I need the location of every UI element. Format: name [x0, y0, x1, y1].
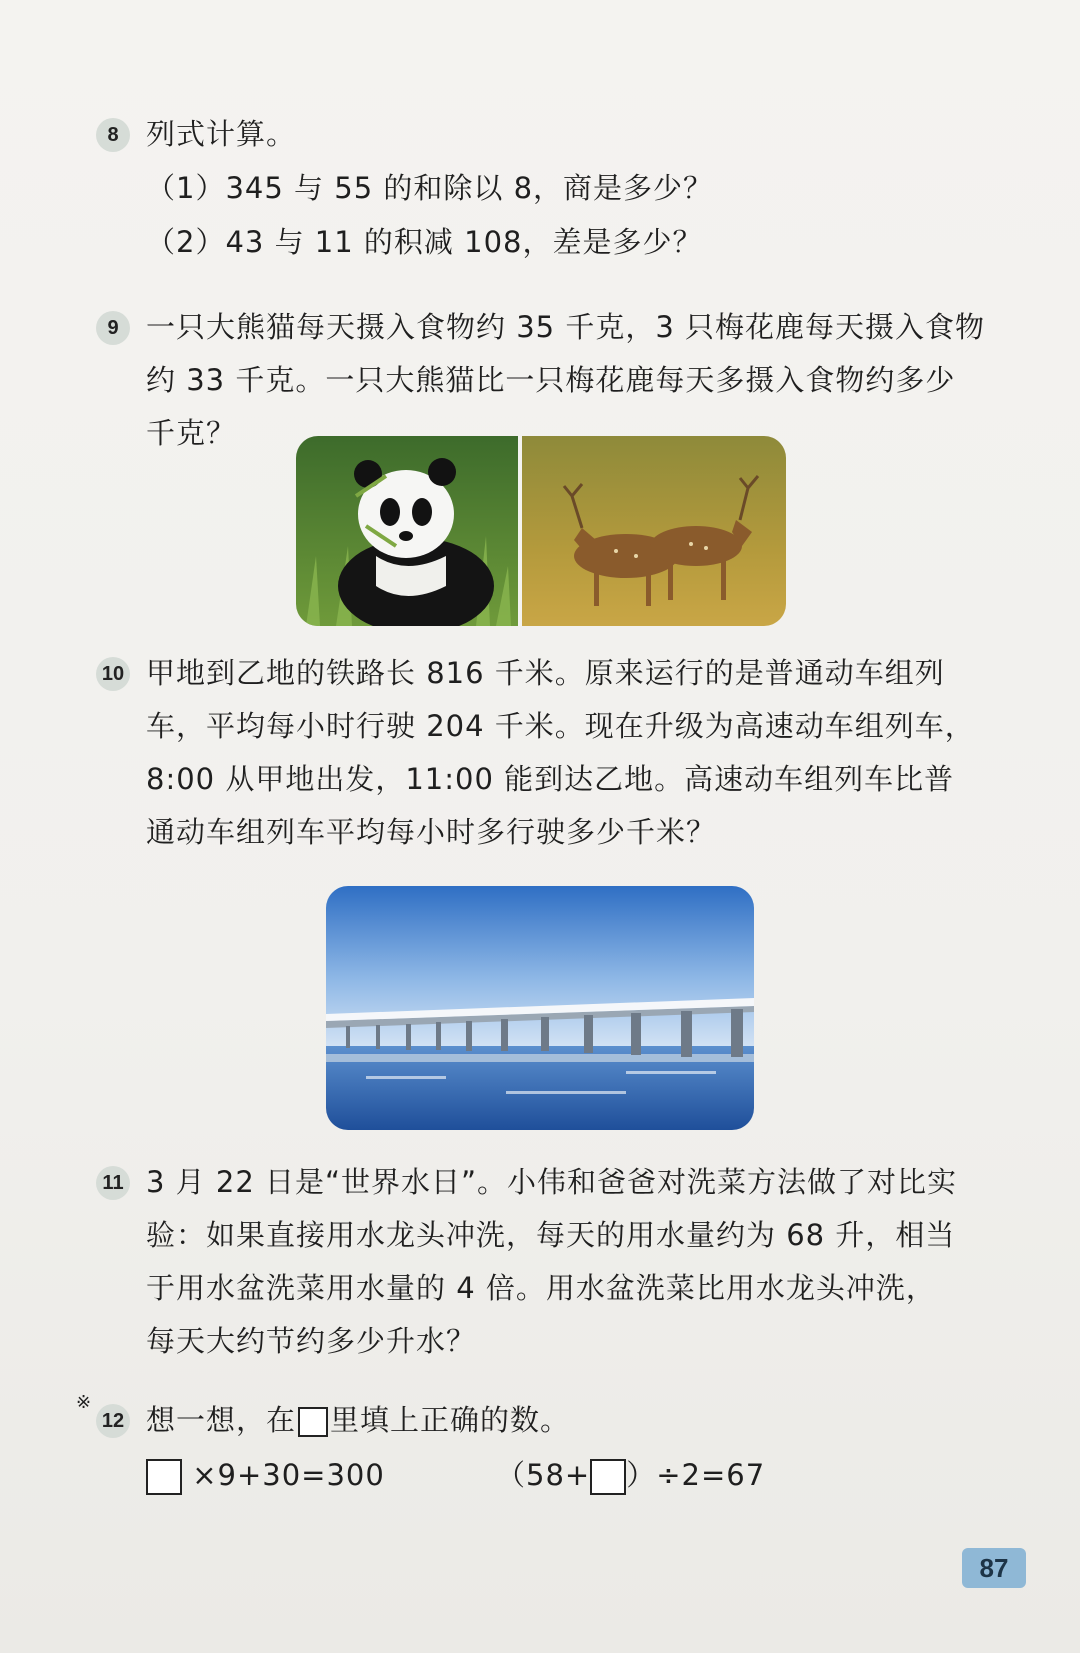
problem-11-number: 11 — [96, 1166, 130, 1200]
problem-10-line-4: 通动车组列车平均每小时多行驶多少千米？ — [146, 815, 717, 849]
equation-2-answer-box[interactable] — [590, 1459, 626, 1495]
equation-2-text-after: ）÷2=67 — [626, 1458, 766, 1492]
problem-9-line-2: 约 33 千克。一只大熊猫比一只梅花鹿每天多摄入食物约多少 — [146, 363, 956, 397]
problem-10-number: 10 — [96, 657, 130, 691]
problem-12-equation-2 — [496, 1455, 765, 1495]
problem-11-line-2: 验：如果直接用水龙头冲洗，每天的用水量约为 68 升，相当 — [146, 1218, 956, 1252]
equation-1-answer-box[interactable] — [146, 1459, 182, 1495]
problem-11-line-3: 于用水盆洗菜用水量的 4 倍。用水盆洗菜比用水龙头冲洗， — [146, 1271, 936, 1305]
problem-9-number: 9 — [96, 311, 130, 345]
optional-marker: ※ — [76, 1392, 92, 1413]
problem-8-line-3: （2）43 与 11 的积减 108，差是多少？ — [146, 225, 703, 259]
problem-11-line-4: 每天大约节约多少升水？ — [146, 1324, 477, 1358]
answer-box-sample — [298, 1407, 328, 1437]
problem-9-line-1: 一只大熊猫每天摄入食物约 35 千克，3 只梅花鹿每天摄入食物 — [146, 310, 986, 344]
high-speed-train-bridge-photo — [326, 886, 754, 1130]
equation-2-text-before: （58+ — [496, 1458, 591, 1492]
panda-deer-illustration — [296, 436, 786, 626]
problem-12-equation-1 — [146, 1455, 385, 1495]
problem-8-line-1: 列式计算。 — [146, 117, 297, 151]
problem-8-line-2: （1）345 与 55 的和除以 8，商是多少？ — [146, 171, 714, 205]
panda-deer-photo — [296, 436, 786, 626]
problem-12-prompt — [146, 1400, 570, 1440]
problem-12-prompt-after: 里填上正确的数。 — [330, 1403, 571, 1437]
problem-12-prompt-before: 想一想，在 — [146, 1403, 297, 1437]
problem-10-line-1: 甲地到乙地的铁路长 816 千米。原来运行的是普通动车组列 — [146, 656, 945, 690]
equation-1-text: ×9+30=300 — [192, 1458, 385, 1492]
problem-12-number: 12 — [96, 1404, 130, 1438]
problem-11-line-1: 3 月 22 日是“世界水日”。小伟和爸爸对洗菜方法做了对比实 — [146, 1165, 958, 1199]
page-number: 87 — [962, 1548, 1026, 1588]
bridge-illustration — [326, 886, 754, 1130]
problem-9-line-3: 千克？ — [146, 416, 237, 450]
problem-8-number: 8 — [96, 118, 130, 152]
problem-10-line-3: 8:00 从甲地出发，11:00 能到达乙地。高速动车组列车比普 — [146, 762, 955, 796]
problem-10-line-2: 车，平均每小时行驶 204 千米。现在升级为高速动车组列车， — [146, 709, 975, 743]
